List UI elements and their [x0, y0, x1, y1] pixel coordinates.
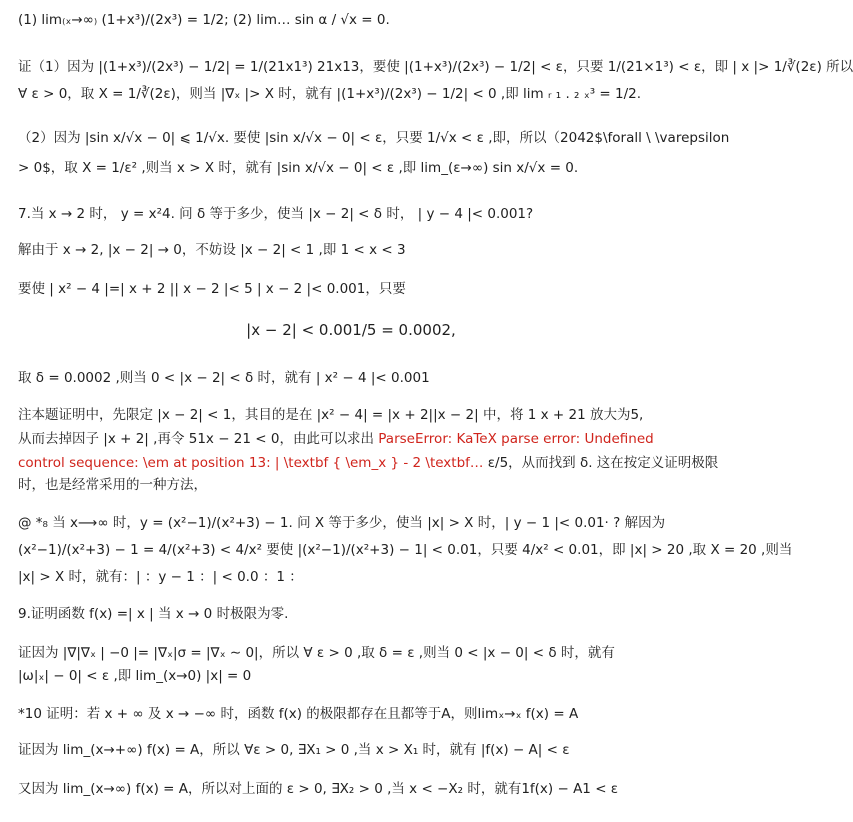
text-line: @ *₈ 当 x⟶∞ 时，y = (x²−1)/(x²+3) − 1. 问 X 等于多少，使当 |x| > X 时，| y − 1 |< 0.01· ? 解因为 — [18, 515, 666, 531]
text-line — [18, 453, 719, 473]
text-line: 注本题证明中，先限定 |x − 2| < 1，其目的是在 |x² − 4| = |x + 2||x − 2| 中，将 1 x + 21 放大为5, — [18, 407, 644, 423]
text-line: 又因为 lim_(x→∞) f(x) = A，所以对上面的 ε > 0, ∃X₂ > 0 ,当 x < −X₂ 时，就有1f(x) − A1 < ε — [18, 781, 619, 797]
text-line: 取 δ = 0.0002 ,则当 0 < |x − 2| < δ 时，就有 | x² − 4 |< 0.001 — [18, 370, 430, 386]
text-line: *10 证明：若 x + ∞ 及 x → −∞ 时，函数 f(x) 的极限都存在且都等于A，则limₓ→ₓ f(x) = A — [18, 706, 579, 722]
text-line: 7.当 x → 2 时， y = x²4. 问 δ 等于多少，使当 |x − 2| < δ 时， | y − 4 |< 0.001? — [18, 206, 534, 222]
equation-line: |x − 2| < 0.001/5 = 0.0002, — [246, 321, 456, 339]
text-line: |x| > X 时，就有：| ：y − 1 ：| < 0.0 ：1 ： — [18, 569, 303, 585]
text-line: |ω|ₓ| − 0| < ε ,即 lim_(x→0) |x| = 0 — [18, 668, 252, 684]
text-line: 解由于 x → 2, |x − 2| → 0，不妨设 |x − 2| < 1 ,即 1 < x < 3 — [18, 242, 406, 258]
text-line: 证因为 |∇|∇ₓ | −0 |= |∇ₓ|σ = |∇ₓ ∼ 0|，所以 ∀ ε > 0 ,取 δ = ε ,则当 0 < |x − 0| < δ 时，就有 — [18, 645, 615, 661]
text-line: 9.证明函数 f(x) =| x | 当 x → 0 时极限为零. — [18, 606, 289, 622]
note-text: ε/5，从而找到 δ. 这在按定义证明极限 — [487, 455, 719, 471]
text-line: > 0$，取 X = 1/ε² ,则当 x > X 时，就有 |sin x/√x − 0| < ε ,即 lim_(ε→∞) sin x/√x = 0. — [18, 160, 579, 176]
text-line: 证（1）因为 |(1+x³)/(2x³) − 1/2| = 1/(21x1³) 21x13，要使 |(1+x³)/(2x³) − 1/2| < ε，只要 1/(21×1³) < ε，即 | x |> 1/∛(2ε) 所以 — [18, 59, 853, 75]
parse-error-text: ParseError: KaTeX parse error: Undefined — [378, 431, 654, 447]
text-line: (x²−1)/(x²+3) − 1 = 4/(x²+3) < 4/x² 要使 |(x²−1)/(x²+3) − 1| < 0.01，只要 4/x² < 0.01，即 |x| > 20 ,取 X = 20 ,则当 — [18, 542, 793, 558]
text-line: 要使 | x² − 4 |=| x + 2 || x − 2 |< 5 | x − 2 |< 0.001，只要 — [18, 281, 406, 297]
text-line: 证因为 lim_(x→+∞) f(x) = A，所以 ∀ε > 0, ∃X₁ > 0 ,当 x > X₁ 时，就有 |f(x) − A| < ε — [18, 742, 570, 758]
text-line: （2）因为 |sin x/√x − 0| ⩽ 1/√x. 要使 |sin x/√x − 0| < ε，只要 1/√x < ε ,即，所以（2042$\forall \ \varepsilon — [18, 130, 730, 146]
text-line — [18, 429, 688, 449]
text-line: (1) lim₍ₓ→∞₎ (1+x³)/(2x³) = 1/2; (2) lim… sin α / √x = 0. — [18, 12, 390, 28]
parse-error-text: control sequence: \em at position 13: | \textbf { \em_x } - 2 \textbf… — [18, 455, 484, 471]
text-line: 时，也是经常采用的一种方法， — [18, 477, 207, 493]
note-text: 从而去掉因子 |x + 2| ,再令 51x − 21 < 0，由此可以求出 — [18, 431, 374, 447]
text-line: ∀ ε > 0，取 X = 1/∛(2ε)，则当 |∇ₓ |> X 时，就有 |(1+x³)/(2x³) − 1/2| < 0 ,即 lim ᵣ ₁ . ₂ ₓ³ = 1/2. — [18, 86, 642, 102]
